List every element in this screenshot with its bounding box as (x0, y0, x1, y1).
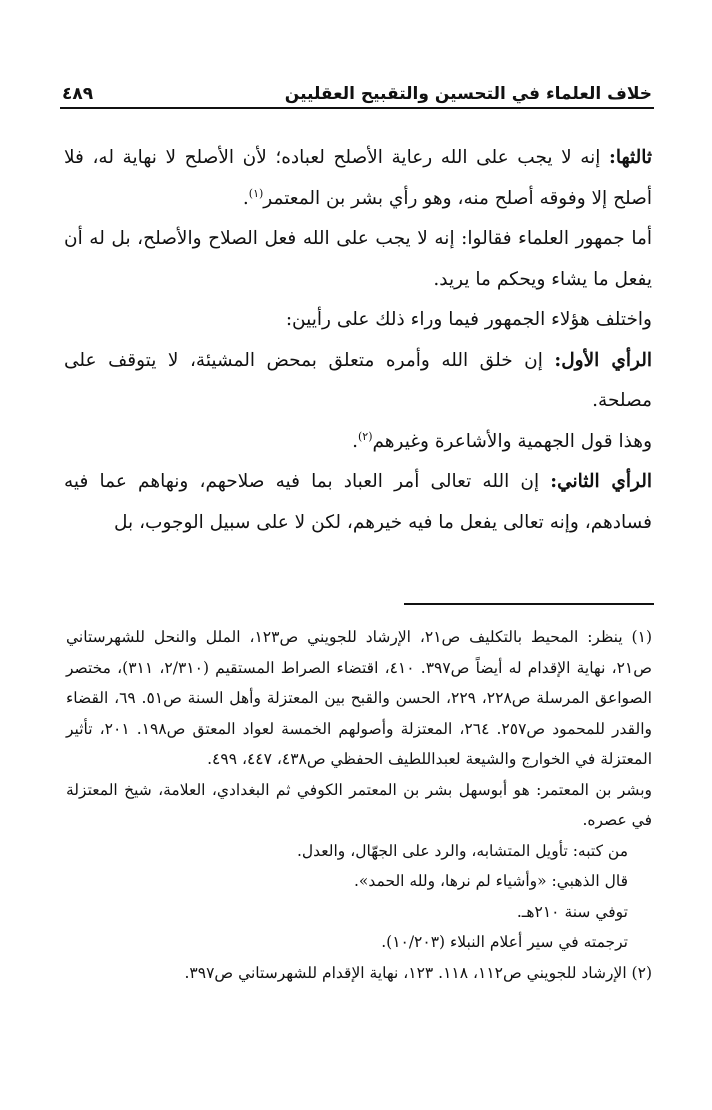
footnotes (66, 622, 652, 988)
paragraph-text: وهذا قول الجهمية والأشاعرة وغيرهم (372, 430, 652, 452)
paragraph-text: واختلف هؤلاء الجمهور فيما وراء ذلك على رأيين: (285, 309, 652, 330)
punctuation: . (242, 187, 249, 209)
footnote-ref-2[interactable]: (٢) (357, 429, 373, 443)
header-title: خلاف العلماء في التحسين والتقبيح العقليين (284, 84, 652, 104)
paragraph-text: إنه لا يجب على الله رعاية الأصلح لعباده؛ لأن الأصلح لا نهاية له، فلا أصلح إلا وفوقه أصلح منه، وهو رأي بشر بن المعتمر (64, 147, 652, 209)
header-divider (60, 107, 654, 109)
lead-third: ثالثها: (609, 147, 652, 168)
footnote-2: (٢) الإرشاد للجويني ص١١٢، ١١٨. ١٢٣، نهاية الإقدام للشهرستاني ص٣٩٧. (184, 963, 652, 982)
paragraph-text: إن خلق الله وأمره متعلق بمحض المشيئة، لا يتوقف على مصلحة. (64, 349, 652, 411)
footnote-1-bio: وبشر بن المعتمر: هو أبوسهل بشر بن المعتمر الكوفي ثم البغدادي، العلامة، شيخ المعتزلة في عصره. (66, 780, 652, 829)
running-header (62, 72, 652, 104)
footnote-1-books: من كتبه: تأويل المتشابه، والرد على الجهّال، والعدل. (296, 841, 628, 860)
footnote-1-source: ترجمته في سير أعلام النبلاء (١٠/٢٠٣). (381, 933, 628, 951)
paragraph-first-opinion (64, 341, 652, 422)
punctuation: . (352, 430, 358, 452)
footnote-1: (١) ينظر: المحيط بالتكليف ص٢١، الإرشاد للجويني ص١٢٣، الملل والنحل للشهرستاني ص٢١، نهاية الإقدام له أيضاً ص٣٩٧. ٤١٠، اقتضاء الصراط المستقيم (٢/٣١٠، ٣١١)، مختصر الصواعق المرسلة ص٢٢٨، ٢٢٩، الحسن والقبح بين المعتزلة وأهل السنة ص٥١. ٦٩، القضاء والقدر للمحمود ص٢٥٧. ٢٦٤، المعتزلة وأصولهم الخمسة لعواد المعتق ص١٩٨. ٢٠١، تأثير المعتزلة في الخوارج والشيعة لعبداللطيف الحفظي ص٤٣٨، ٤٤٧، ٤٩٩. (66, 628, 652, 768)
footnote-1-dhahabi: قال الذهبي: «وأشياء لم نرها، ولله الحمد». (353, 872, 628, 890)
footnote-1-death: توفي سنة ٢١٠هـ. (516, 902, 628, 921)
paragraph-majority (64, 219, 652, 300)
paragraph-second-opinion (64, 462, 652, 543)
footnote-divider (404, 603, 654, 605)
footnote-ref-1[interactable]: (١) (248, 186, 264, 200)
main-text (64, 138, 652, 543)
paragraph-jahmiyya (64, 422, 652, 463)
paragraph-third-opinion (64, 138, 652, 219)
page-number: ٤٨٩ (62, 84, 94, 104)
paragraph-disagreement (64, 300, 652, 341)
lead-second-opinion: الرأي الثاني: (550, 471, 652, 492)
paragraph-text: إن الله تعالى أمر العباد بما فيه صلاحهم، ونهاهم عما فيه فسادهم، وإنه تعالى يفعل ما فيه خيرهم، لكن لا على سبيل الوجوب، بل (64, 471, 652, 533)
lead-first-opinion: الرأي الأول: (554, 349, 652, 371)
paragraph-text: أما جمهور العلماء فقالوا: إنه لا يجب على الله فعل الصلاح والأصلح، بل له أن يفعل ما يشاء ويحكم ما يريد. (64, 228, 652, 290)
